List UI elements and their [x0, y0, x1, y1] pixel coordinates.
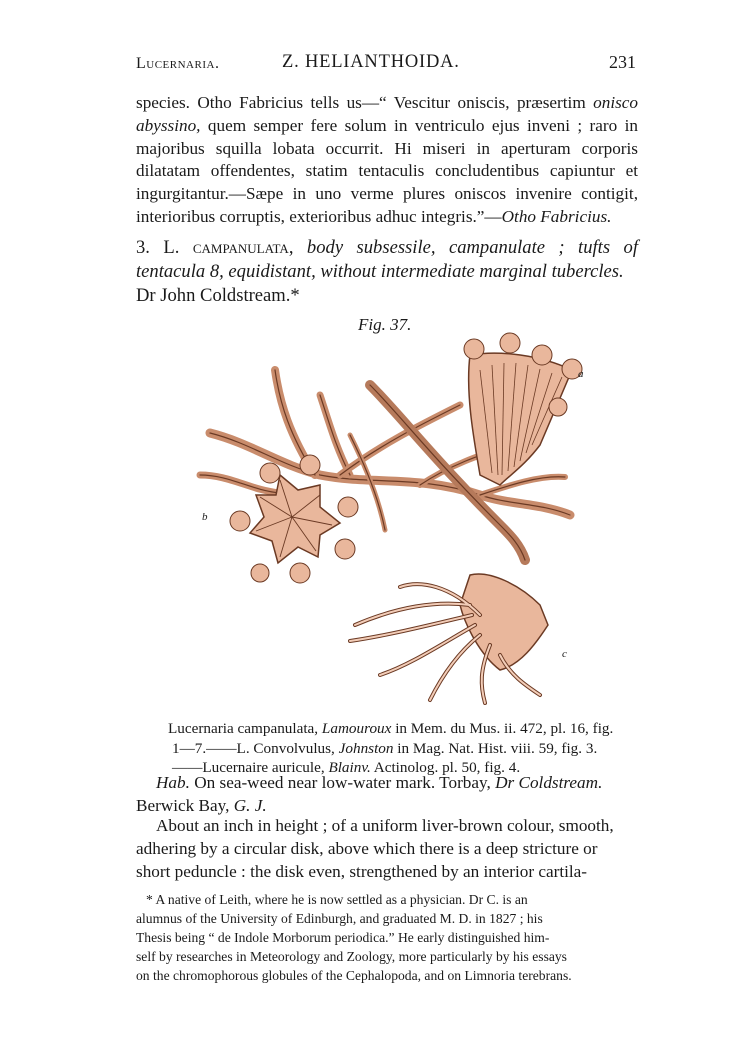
- footnote-line: alumnus of the University of Edinburgh, and graduated M. D. in 1827 ; his: [136, 911, 543, 926]
- text-line: ingurgitantur.—Sæpe in uno verme plures oniscos invenire contigit,: [136, 184, 638, 204]
- species-heading: [136, 236, 638, 308]
- text-line: interioribus corruptis, exterioribus adhuc integris.”—: [136, 206, 502, 226]
- habitat-text: Berwick Bay,: [136, 796, 230, 815]
- caption-text: ——Lucernaire auricule,: [172, 759, 325, 777]
- figure-label-b: b: [202, 511, 208, 523]
- species-diagnosis: body subsessile, campanulate ; tufts of: [306, 237, 638, 258]
- text-line: majoribus squilla lobata occurrit. Hi miseri in aperturam corporis: [136, 138, 638, 158]
- footnote-line: Thesis being “ de Indole Morborum periodica.” He early distinguished him-: [136, 930, 550, 945]
- footnote: [136, 890, 638, 985]
- running-title-center: Z. HELIANTHOIDA.: [282, 52, 460, 72]
- caption-text: Lucernaria campanulata,: [168, 720, 319, 737]
- text-line: dilatatam offendentes, statim tentaculis concludentibus capiuntur et: [136, 161, 638, 181]
- figure-label-a: a: [578, 368, 584, 380]
- text-line: About an inch in height ; of a uniform liver-brown colour, smooth,: [156, 816, 614, 835]
- habitat-line: [136, 772, 638, 795]
- text-line: adhering by a circular disk, above which there is a deep stricture or: [136, 838, 598, 858]
- caption-text: in Mem. du Mus. ii. 472, pl. 16, fig.: [395, 720, 614, 737]
- lucernaria-engraving: [180, 325, 600, 715]
- habitat-text: On sea-weed near low-water mark. Torbay,: [194, 773, 491, 792]
- footnote-line: * A native of Leith, where he is now settled as a physician. Dr C. is an: [146, 892, 528, 907]
- caption-text: 1—7.——L. Convolvulus,: [172, 739, 335, 757]
- caption-text: Actinolog. pl. 50, fig. 4.: [373, 759, 521, 777]
- habitat-collector: G. J.: [233, 796, 267, 815]
- running-title-left: Lucernaria.: [136, 55, 220, 72]
- italic-text: onisco: [593, 93, 638, 112]
- species-name: campanulata,: [192, 237, 294, 258]
- caption-line: [168, 739, 638, 759]
- caption-authority: Johnston: [338, 739, 394, 757]
- footnote-line: on the chromophorous globules of the Cephalopoda, and on Limnoria terebrans.: [136, 968, 572, 983]
- footnote-line: self by researches in Meteorology and Zoology, more particularly by his essays: [136, 949, 567, 964]
- page-number: 231: [609, 52, 636, 72]
- quotation-paragraph: [136, 92, 638, 229]
- caption-authority: Lamouroux: [321, 720, 392, 737]
- description-paragraph: [136, 815, 638, 883]
- specimen-a: [464, 333, 582, 485]
- text-line: short peduncle : the disk even, strengthened by an interior cartila-: [136, 861, 588, 881]
- caption-authority: Blainv.: [328, 759, 371, 777]
- italic-text: abyssino,: [136, 115, 201, 135]
- specimen-c: [350, 574, 548, 703]
- running-header: [136, 52, 636, 76]
- habitat-label: Hab.: [156, 773, 190, 792]
- text-line: species. Otho Fabricius tells us—“ Vescitur oniscis, præsertim: [136, 93, 586, 112]
- caption-text: in Mag. Nat. Hist. viii. 59, fig. 3.: [397, 739, 598, 757]
- habitat-collector: Dr Coldstream.: [495, 773, 603, 792]
- figure-label-c: c: [562, 648, 567, 660]
- figure-label: Fig. 37.: [358, 315, 412, 334]
- italic-text: Otho Fabricius.: [501, 206, 612, 226]
- species-author: Dr John Coldstream.*: [136, 285, 300, 306]
- text-line: quem semper fere solum in ventriculo ejus inveni ; raro in: [207, 115, 639, 135]
- species-number: 3. L.: [136, 237, 180, 258]
- caption-line: [168, 719, 638, 739]
- figure-caption: [168, 719, 638, 778]
- species-diagnosis: tentacula 8, equidistant, without intermediate marginal tubercles.: [136, 261, 624, 282]
